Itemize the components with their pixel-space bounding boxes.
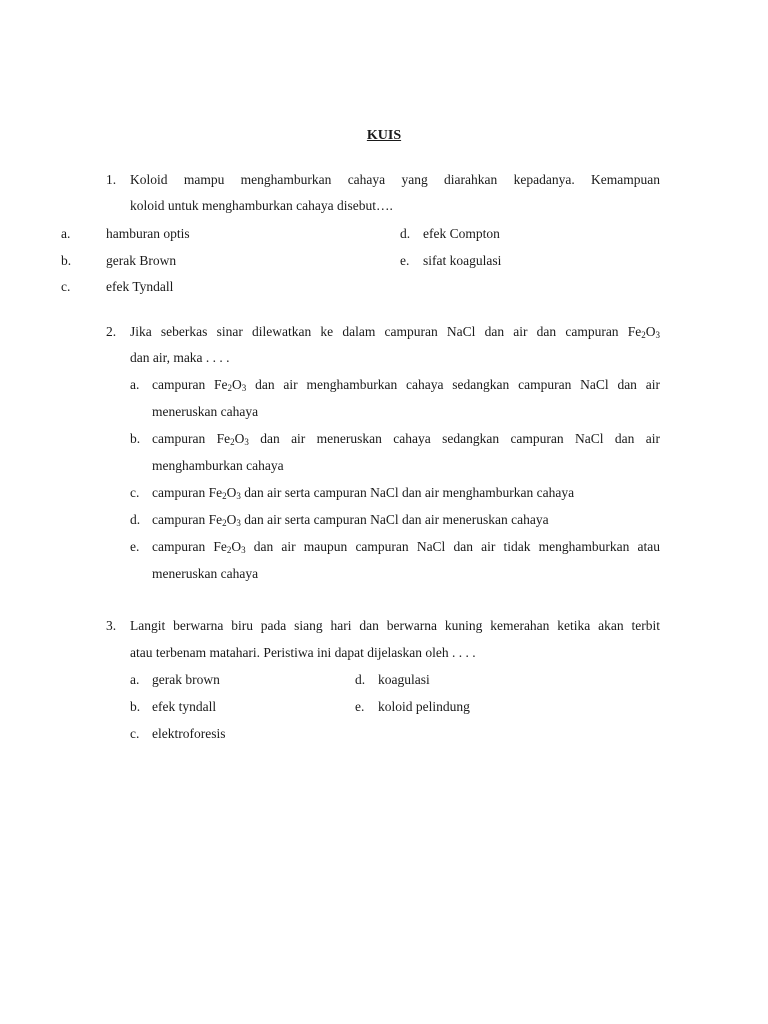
subscript: 3 [244,437,249,447]
option-text-line-1 [152,511,549,529]
subscript: 2 [227,383,233,393]
option-text: gerak brown [152,672,220,687]
option-text: dan air menghamburkan cahaya sedangkan campuran NaCl dan air [246,377,660,392]
option-text: elektroforesis [152,726,226,741]
option-text: koloid pelindung [378,699,470,714]
formula-text: Fe [216,431,231,446]
option-letter: b. [130,431,141,446]
option-letter: d. [130,512,141,527]
subscript: 3 [236,518,241,528]
option-text: dan air serta campuran NaCl dan air menghamburkan cahaya [240,485,575,500]
option-text: hamburan optis [106,226,190,241]
option-text-line-2: meneruskan cahaya [152,566,259,581]
option-text: campuran [152,431,217,446]
option-text: dan air meneruskan cahaya sedangkan campuran NaCl dan air [248,431,660,446]
question-text-line-2: dan air, maka . . . . [130,350,230,365]
question-text-line-1: Koloid mampu menghamburkan cahaya yang diarahkan kepadanya. Kemampuan [130,172,660,187]
option-letter: d. [400,226,411,241]
formula-text: O [226,485,237,500]
option-text: efek Compton [423,226,500,241]
option-letter: a. [130,672,140,687]
formula-text: Fe [213,539,227,554]
option-text: dan air serta campuran NaCl dan air meneruskan cahaya [240,512,549,527]
formula-text: O [226,512,237,527]
question-text-line-2: koloid untuk menghamburkan cahaya disebut…. [130,198,393,213]
option-letter: d. [355,672,366,687]
option-text: gerak Brown [106,253,177,268]
question-text-line-1: Langit berwarna biru pada siang hari dan berwarna kuning kemerahan ketika akan terbit [130,618,660,633]
option-text: campuran [152,512,209,527]
option-text: campuran [152,539,214,554]
formula-text: Fe [208,485,223,500]
question-number: 3. [106,618,117,633]
formula-text: O [234,431,245,446]
option-letter: e. [130,539,140,554]
formula-text: Fe [214,377,228,392]
option-letter: c. [130,726,140,741]
option-text: sifat koagulasi [423,253,502,268]
question-number: 2. [106,324,117,339]
question-number: 1. [106,172,117,187]
subscript: 2 [222,518,227,528]
subscript: 2 [222,491,227,501]
formula-text: O [232,377,242,392]
option-text-line-1 [152,430,660,448]
subscript: 2 [641,330,646,340]
option-text-line-2: menghamburkan cahaya [152,458,284,473]
option-text-line-2: meneruskan cahaya [152,404,259,419]
option-letter: c. [61,279,71,294]
subscript: 3 [655,330,660,340]
page-title: KUIS [366,128,402,143]
subscript: 3 [236,491,241,501]
subscript: 3 [241,383,247,393]
option-letter: a. [61,226,71,241]
option-text: koagulasi [378,672,430,687]
option-letter: a. [130,377,140,392]
subscript: 2 [226,545,232,555]
option-text-line-1 [152,538,660,556]
question-text-line-2: atau terbenam matahari. Peristiwa ini dapat dijelaskan oleh . . . . [130,645,476,660]
question-text-line-1 [130,323,660,341]
option-letter: c. [130,485,140,500]
option-text: efek tyndall [152,699,217,714]
option-text: efek Tyndall [106,279,174,294]
question-text: Jika seberkas sinar dilewatkan ke dalam campuran NaCl dan air dan campuran Fe [130,324,642,339]
question-text: O [645,324,656,339]
option-letter: b. [61,253,72,268]
option-letter: b. [130,699,141,714]
option-text-line-1 [152,484,574,502]
formula-text: O [231,539,242,554]
subscript: 2 [230,437,235,447]
option-text: campuran [152,485,209,500]
formula-text: Fe [208,512,223,527]
option-letter: e. [400,253,410,268]
subscript: 3 [241,545,246,555]
option-text-line-1 [152,376,660,394]
option-text: campuran [152,377,215,392]
option-text: dan air maupun campuran NaCl dan air tidak menghamburkan atau [245,539,660,554]
option-letter: e. [355,699,365,714]
